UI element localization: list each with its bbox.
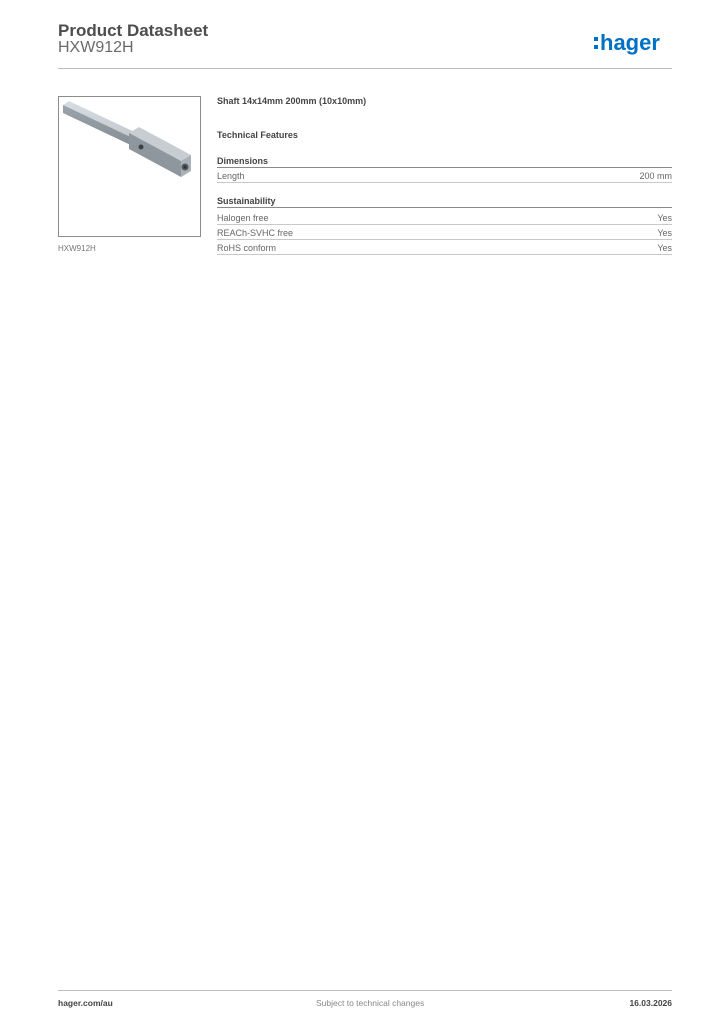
footer-date: 16.03.2026 xyxy=(629,998,672,1008)
spec-label: Length xyxy=(217,171,245,181)
row-divider xyxy=(217,254,672,255)
row-divider xyxy=(217,182,672,183)
spec-label: REACh-SVHC free xyxy=(217,228,294,238)
row-divider xyxy=(217,224,672,225)
dimensions-heading: Dimensions xyxy=(217,156,269,166)
svg-text:hager: hager xyxy=(600,30,660,55)
page-title: Product Datasheet xyxy=(58,21,209,40)
spec-value: 200 mm xyxy=(639,171,672,181)
spec-value: Yes xyxy=(657,213,672,223)
section-divider xyxy=(217,207,672,208)
header-divider xyxy=(58,68,672,69)
spec-label: RoHS conform xyxy=(217,243,277,253)
product-code: HXW912H xyxy=(58,39,134,56)
footer-notice: Subject to technical changes xyxy=(316,998,425,1008)
product-image xyxy=(58,96,201,237)
hager-logo xyxy=(594,28,674,58)
row-divider xyxy=(217,239,672,240)
spec-value: Yes xyxy=(657,243,672,253)
technical-features-heading: Technical Features xyxy=(217,130,298,140)
product-name: Shaft 14x14mm 200mm (10x10mm) xyxy=(217,96,367,106)
spec-label: Halogen free xyxy=(217,213,269,223)
shaft-icon xyxy=(59,97,200,236)
sustainability-heading: Sustainability xyxy=(217,196,276,206)
footer-divider xyxy=(58,990,672,991)
section-divider xyxy=(217,167,672,168)
footer-website: hager.com/au xyxy=(58,998,113,1008)
spec-value: Yes xyxy=(657,228,672,238)
image-caption: HXW912H xyxy=(58,244,96,253)
